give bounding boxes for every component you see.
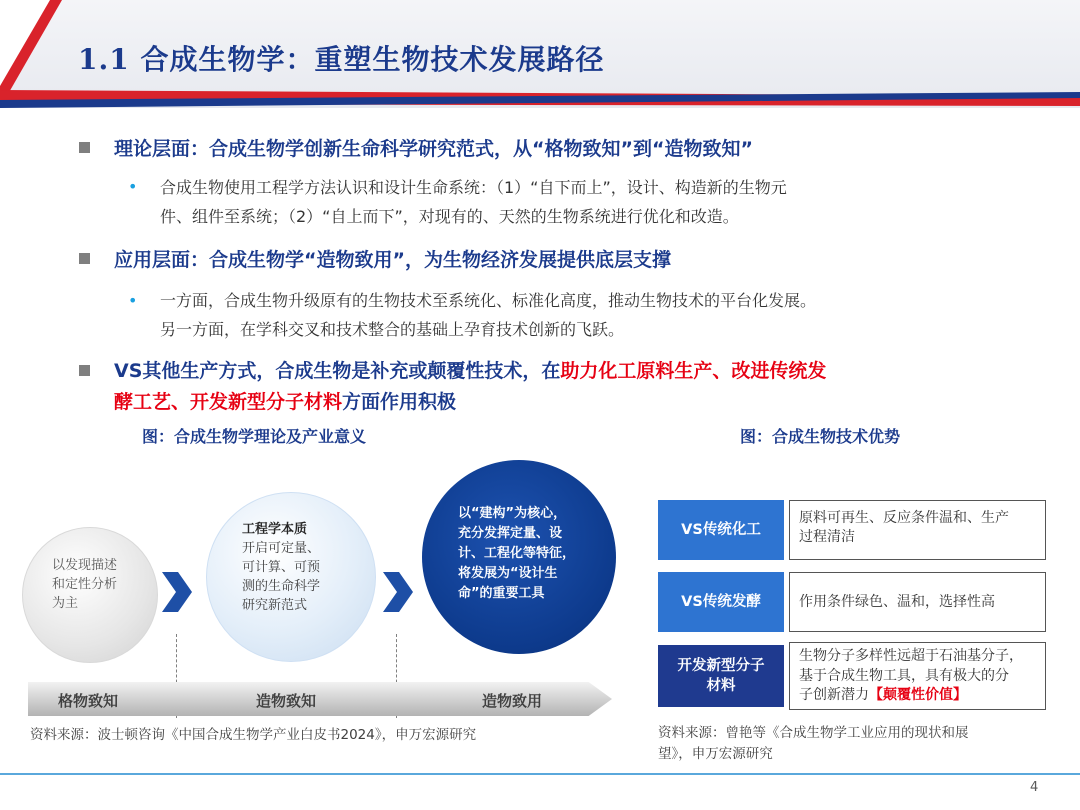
text-line: 材料 bbox=[706, 678, 736, 694]
circle-text bbox=[52, 556, 117, 613]
bullet-square bbox=[79, 142, 90, 153]
heading-part: VS其他生产方式，合成生物是补充或颠覆性技术，在 bbox=[114, 360, 561, 382]
bullet-heading-vs bbox=[114, 356, 826, 418]
page-title: 1.1 合成生物学：重塑生物技术发展路径 bbox=[78, 43, 605, 76]
text-line: 合成生物使用工程学方法认识和设计生命系统：（1）“自下而上”，设计、构造新的生物元 bbox=[160, 178, 787, 197]
right-source-note bbox=[658, 723, 969, 765]
left-figure-caption: 图：合成生物学理论及产业意义 bbox=[142, 427, 367, 446]
text-line: 命”的重要工具 bbox=[458, 586, 545, 601]
page-number: 4 bbox=[1030, 780, 1039, 795]
text-line: 资料来源：曾艳等《合成生物学工业应用的现状和展 bbox=[658, 725, 969, 741]
text-line: 以“建构”为核心， bbox=[458, 506, 567, 521]
text-line: 望》，申万宏源研究 bbox=[658, 746, 773, 762]
heading-part: 方面作用积极 bbox=[342, 391, 457, 413]
disruptive-value-tag: 【颠覆性价值】 bbox=[869, 687, 967, 703]
advantage-desc-material bbox=[789, 642, 1046, 710]
circle-text bbox=[458, 504, 575, 604]
bullet-text bbox=[160, 286, 816, 344]
text-line: 件、组件至系统；（2）“自上而下”，对现有的、天然的生物系统进行优化和改造。 bbox=[160, 207, 739, 226]
circle-text bbox=[242, 520, 320, 615]
chevron-right-icon bbox=[160, 570, 194, 614]
text-line: 作用条件绿色、温和，选择性高 bbox=[799, 593, 995, 610]
bullet-square bbox=[79, 365, 90, 376]
text-line: 一方面，合成生物升级原有的生物技术至系统化、标准化高度，推动生物技术的平台化发展。 bbox=[160, 291, 817, 310]
text-line: 过程清洁 bbox=[799, 529, 855, 545]
bullet-heading-theory: 理论层面：合成生物学创新生命科学研究范式，从“格物致知”到“造物致知” bbox=[114, 138, 753, 160]
heading-part-highlight: 酵工艺、开发新型分子材料 bbox=[114, 391, 343, 413]
text-line: 原料可再生、反应条件温和、生产 bbox=[799, 510, 1009, 526]
bullet-text bbox=[160, 173, 787, 231]
footer-line bbox=[0, 773, 1080, 775]
text-line: 开发新型分子 bbox=[677, 658, 765, 674]
chevron-right-icon bbox=[381, 570, 415, 614]
bullet-square bbox=[79, 253, 90, 264]
text-line: 可计算、可预 bbox=[242, 560, 321, 575]
right-figure-caption: 图：合成生物技术优势 bbox=[740, 427, 901, 446]
text-line: 以发现描述 bbox=[52, 558, 118, 573]
text-line: 充分发挥定量、设 bbox=[458, 526, 563, 541]
text-line: 将发展为“设计生 bbox=[458, 566, 558, 581]
advantage-desc-chem bbox=[789, 500, 1046, 560]
bullet-heading-application: 应用层面：合成生物学“造物致用”，为生物经济发展提供底层支撑 bbox=[114, 249, 671, 271]
advantage-label-chem: VS传统化工 bbox=[658, 500, 784, 560]
text-line: 基于合成生物工具，具有极大的分 bbox=[799, 667, 1009, 684]
bullet-dot: • bbox=[128, 177, 138, 196]
left-source-note: 资料来源：波士顿咨询《中国合成生物学产业白皮书2024》，申万宏源研究 bbox=[30, 727, 477, 743]
heading-part-highlight: 助力化工原料生产、改进传统发 bbox=[560, 360, 827, 382]
advantage-label-ferment: VS传统发酵 bbox=[658, 572, 784, 632]
advantage-desc-ferment bbox=[789, 572, 1046, 632]
text-line: 和定性分析 bbox=[52, 577, 118, 592]
text-line: 另一方面，在学科交叉和技术整合的基础上孕育技术创新的飞跃。 bbox=[160, 320, 625, 339]
text-line: 研究新范式 bbox=[242, 598, 308, 613]
text-line: 计、工程化等特征， bbox=[458, 546, 576, 561]
stage-label: 格物致知 bbox=[58, 692, 119, 710]
text-line: 为主 bbox=[52, 596, 79, 611]
bullet-dot: • bbox=[128, 291, 138, 310]
advantage-label-material bbox=[658, 645, 784, 707]
circle-title: 工程学本质 bbox=[242, 522, 308, 537]
text-line: 生物分子多样性远超于石油基分子， bbox=[799, 648, 1023, 664]
text-line: 子创新潜力 bbox=[799, 687, 869, 703]
text-line: 测的生命科学 bbox=[242, 579, 321, 594]
stage-label: 造物致知 bbox=[256, 692, 317, 710]
stage-label: 造物致用 bbox=[482, 692, 543, 710]
text-line: 开启可定量、 bbox=[242, 541, 321, 556]
